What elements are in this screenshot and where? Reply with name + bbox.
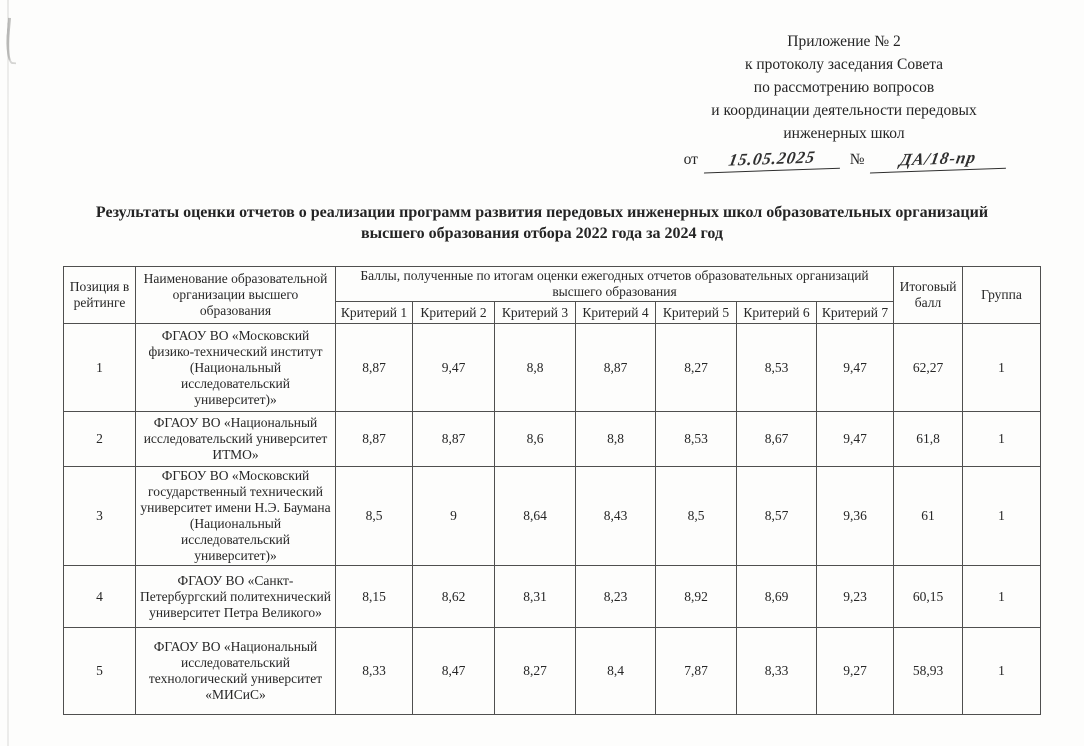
cell-organization: ФГАОУ ВО «Национальный исследовательский университет ИТМО»: [136, 412, 336, 467]
cell-total: 60,15: [894, 566, 963, 628]
cell-organization: ФГБОУ ВО «Московский государственный технический университет имени Н.Э. Баумана (Национальный исследовательский университет)»: [136, 467, 336, 566]
column-header-criterion-4: Критерий 4: [576, 302, 656, 324]
cell-position: 5: [64, 628, 136, 715]
cell-organization: ФГАОУ ВО «Санкт-Петербургский политехнический университет Петра Великого»: [136, 566, 336, 628]
cell-score: 8,53: [737, 324, 817, 412]
scan-edge-artifact: [7, 0, 9, 746]
cell-score: 8,87: [336, 324, 413, 412]
column-header-criterion-7: Критерий 7: [817, 302, 894, 324]
cell-total: 61,8: [894, 412, 963, 467]
cell-score: 8,33: [737, 628, 817, 715]
cell-group: 1: [963, 412, 1041, 467]
cell-score: 8,67: [737, 412, 817, 467]
cell-organization: ФГАОУ ВО «Национальный исследовательский технологический университет «МИСиС»: [136, 628, 336, 715]
document-title: Результаты оценки отчетов о реализации программ развития передовых инженерных школ образовательных организаций высшего образования отбора 2022 года за 2024 год: [95, 204, 989, 242]
table-row: [64, 628, 1041, 715]
cell-score: 8,6: [495, 412, 576, 467]
cell-score: 8,8: [495, 324, 576, 412]
cell-position: 2: [64, 412, 136, 467]
cell-score: 9,27: [817, 628, 894, 715]
cell-score: 8,92: [656, 566, 737, 628]
table-row: [64, 324, 1041, 412]
column-header-total: Итоговый балл: [894, 267, 963, 324]
cell-score: 8,5: [656, 467, 737, 566]
results-table: [63, 266, 1041, 715]
cell-score: 8,31: [495, 566, 576, 628]
appendix-line: по рассмотрению вопросов: [753, 79, 935, 96]
cell-score: 7,87: [656, 628, 737, 715]
cell-score: 8,47: [413, 628, 495, 715]
cell-total: 58,93: [894, 628, 963, 715]
cell-score: 8,87: [576, 324, 656, 412]
cell-score: 9,23: [817, 566, 894, 628]
number-label: №: [849, 151, 865, 168]
column-header-group: Группа: [963, 267, 1041, 324]
appendix-line: Приложение № 2: [787, 33, 901, 50]
cell-score: 8,62: [413, 566, 495, 628]
column-header-criterion-2: Критерий 2: [413, 302, 495, 324]
column-header-criterion-3: Критерий 3: [495, 302, 576, 324]
cell-score: 8,69: [737, 566, 817, 628]
appendix-line: к протоколу заседания Совета: [744, 56, 944, 73]
cell-score: 8,87: [336, 412, 413, 467]
column-header-criterion-5: Критерий 5: [656, 302, 737, 324]
cell-score: 9,47: [817, 324, 894, 412]
handwritten-number: ДА/18-пр: [870, 145, 1010, 174]
cell-score: 8,8: [576, 412, 656, 467]
cell-total: 61: [894, 467, 963, 566]
appendix-line: и координации деятельности передовых: [711, 102, 977, 119]
cell-group: 1: [963, 628, 1041, 715]
cell-score: 9: [413, 467, 495, 566]
cell-total: 62,27: [894, 324, 963, 412]
cell-group: 1: [963, 324, 1041, 412]
cell-score: 8,87: [413, 412, 495, 467]
cell-group: 1: [963, 566, 1041, 628]
column-header-criterion-6: Критерий 6: [737, 302, 817, 324]
cell-score: 8,23: [576, 566, 656, 628]
appendix-header: [618, 30, 1070, 171]
cell-score: 9,47: [413, 324, 495, 412]
cell-score: 8,57: [737, 467, 817, 566]
cell-score: 8,15: [336, 566, 413, 628]
appendix-line: инженерных школ: [783, 125, 905, 142]
cell-score: 8,27: [495, 628, 576, 715]
column-header-criterion-1: Критерий 1: [336, 302, 413, 324]
cell-score: 8,43: [576, 467, 656, 566]
table-row: [64, 566, 1041, 628]
cell-score: 8,53: [656, 412, 737, 467]
cell-score: 8,27: [656, 324, 737, 412]
from-label: от: [683, 151, 698, 168]
cell-position: 3: [64, 467, 136, 566]
cell-score: 8,33: [336, 628, 413, 715]
column-header-organization: Наименование образовательной организации высшего образования: [136, 267, 336, 324]
handwritten-date: 15.05.2025: [704, 145, 844, 174]
cell-score: 8,64: [495, 467, 576, 566]
cell-score: 9,36: [817, 467, 894, 566]
cell-score: 9,47: [817, 412, 894, 467]
protocol-date-number-line: [618, 147, 1070, 171]
cell-score: 8,4: [576, 628, 656, 715]
table-row: [64, 412, 1041, 467]
column-header-scores-group: Баллы, полученные по итогам оценки ежегодных отчетов образовательных организаций высшего образования: [336, 267, 894, 302]
cell-position: 1: [64, 324, 136, 412]
cell-group: 1: [963, 467, 1041, 566]
cell-score: 8,5: [336, 467, 413, 566]
cell-organization: ФГАОУ ВО «Московский физико-технический институт (Национальный исследовательский университет)»: [136, 324, 336, 412]
column-header-position: Позиция в рейтинге: [64, 267, 136, 324]
cell-position: 4: [64, 566, 136, 628]
table-row: [64, 467, 1041, 566]
